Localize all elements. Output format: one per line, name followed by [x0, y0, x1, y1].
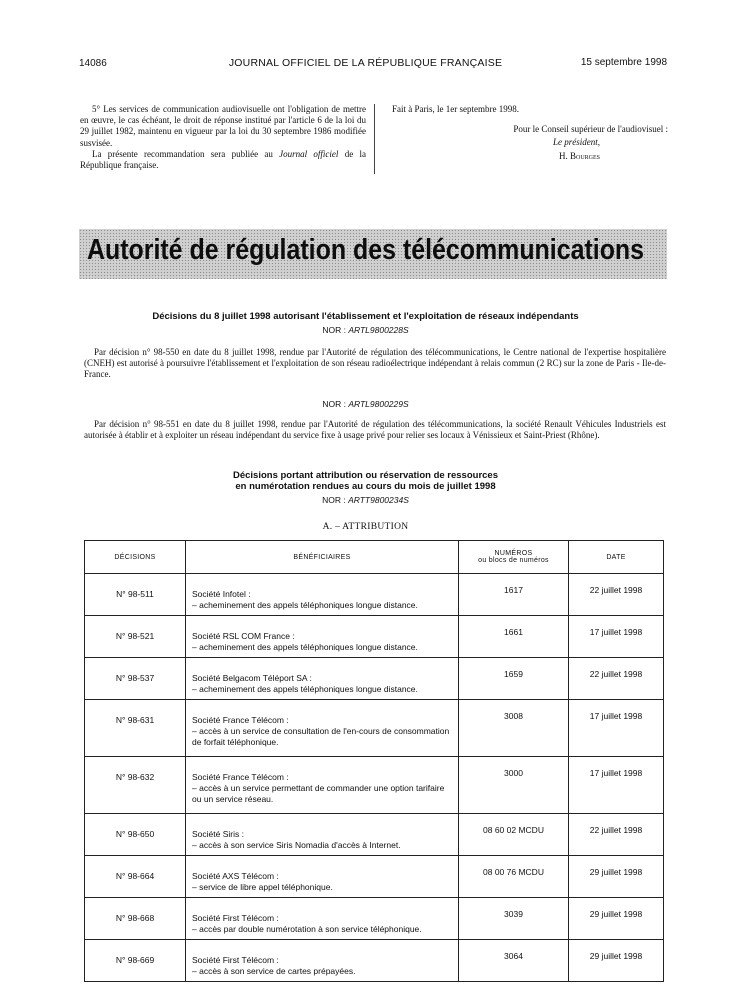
- beneficiary-cell: [186, 574, 459, 616]
- table-row: [85, 940, 664, 982]
- nor-code: ARTT9800234S: [348, 495, 409, 505]
- text: de la République française.: [80, 148, 366, 171]
- company-name: Société AXS Télécom :: [192, 871, 279, 881]
- journal-name: Journal officiel: [279, 148, 339, 159]
- table-row: [85, 898, 664, 940]
- page-number: 14086: [79, 58, 107, 69]
- company-name: Société Belgacom Téléport SA :: [192, 673, 312, 683]
- beneficiary-cell: [186, 856, 459, 898]
- signatory-name: H. Bourges: [558, 150, 600, 161]
- nor-label: NOR :: [322, 495, 349, 505]
- company-name: Société France Télécom :: [192, 715, 289, 725]
- beneficiary-cell: [186, 757, 459, 814]
- signatory-line: Pour le Conseil supérieur de l'audiovisuel :: [513, 123, 668, 134]
- attribution-table: [84, 540, 664, 982]
- service-description: – service de libre appel téléphonique.: [192, 882, 333, 892]
- beneficiary-cell: [186, 700, 459, 757]
- date-cell: 29 juillet 1998: [569, 898, 664, 940]
- col-header-beneficiaires: BÉNÉFICIAIRES: [186, 541, 459, 574]
- service-description: – acheminement des appels téléphoniques longue distance.: [192, 600, 418, 610]
- company-name: Société Infotel :: [192, 589, 251, 599]
- decision-cell: N° 98-632: [85, 757, 186, 814]
- number-cell: 1617: [459, 574, 569, 616]
- company-name: Société RSL COM France :: [192, 631, 295, 641]
- table-row: [85, 574, 664, 616]
- decision-cell: N° 98-669: [85, 940, 186, 982]
- service-description: – accès à un service permettant de commander une option tarifaire ou un service réseau.: [192, 783, 445, 804]
- service-description: – accès par double numérotation à son service téléphonique.: [192, 924, 422, 934]
- issue-date: 15 septembre 1998: [580, 57, 667, 68]
- date-cell: 22 juillet 1998: [569, 658, 664, 700]
- nor-reference: [0, 495, 731, 505]
- table-row: [85, 814, 664, 856]
- paragraph: 5° Les services de communication audiovisuelle ont l'obligation de mettre en œuvre, le cas échéant, le droit de réponse institué par l'article 6 de la loi du 29 juillet 1982, maintenu en vigueur par la loi du 30 septembre 1986 modifiée susvisée.: [80, 104, 366, 148]
- text: La présente recommandation sera publiée au: [92, 148, 280, 159]
- section-heading: en numérotation rendues au cours du mois de juillet 1998: [235, 481, 496, 492]
- signatory-role: Le président,: [553, 137, 600, 147]
- date-cell: 22 juillet 1998: [569, 574, 664, 616]
- number-cell: 3008: [459, 700, 569, 757]
- number-cell: 3000: [459, 757, 569, 814]
- service-description: – accès à son service de cartes prépayées.: [192, 966, 356, 976]
- nor-code: ARTL9800229S: [348, 399, 409, 409]
- decision-paragraph: Par décision n° 98-550 en date du 8 juillet 1998, rendue par l'Autorité de régulation des télécommunications, le Centre national de l'expertise hospitalière (CNEH) est autorisé à poursuivre l'établissement et l'exploitation de son réseau radioélectrique indépendant à relais commun (2 RC) sur la zone de Paris - Ile-de-France.: [84, 347, 666, 380]
- header-text: NUMÉROS: [494, 550, 533, 557]
- nor-label: NOR :: [322, 325, 349, 335]
- decision-cell: N° 98-650: [85, 814, 186, 856]
- service-description: – acheminement des appels téléphoniques longue distance.: [192, 684, 418, 694]
- date-cell: 17 juillet 1998: [569, 700, 664, 757]
- decision-cell: N° 98-537: [85, 658, 186, 700]
- table-row: [85, 616, 664, 658]
- date-cell: 22 juillet 1998: [569, 814, 664, 856]
- date-cell: 29 juillet 1998: [569, 856, 664, 898]
- decision-cell: N° 98-511: [85, 574, 186, 616]
- number-cell: 08 60 02 MCDU: [459, 814, 569, 856]
- decision-cell: N° 98-664: [85, 856, 186, 898]
- nor-reference: [0, 325, 731, 335]
- beneficiary-cell: [186, 814, 459, 856]
- beneficiary-cell: [186, 940, 459, 982]
- number-cell: 1661: [459, 616, 569, 658]
- banner-title: Autorité de régulation des télécommunications: [86, 234, 645, 266]
- beneficiary-cell: [186, 658, 459, 700]
- company-name: Société Siris :: [192, 829, 244, 839]
- number-cell: 1659: [459, 658, 569, 700]
- section-heading: Décisions portant attribution ou réservation de ressources: [232, 470, 498, 481]
- company-name: Société France Télécom :: [192, 772, 289, 782]
- company-name: Société First Télécom :: [192, 913, 279, 923]
- table-header-row: [85, 541, 664, 574]
- date-cell: 17 juillet 1998: [569, 616, 664, 658]
- paragraph: [80, 149, 366, 171]
- decision-paragraph: Par décision n° 98-551 en date du 8 juillet 1998, rendue par l'Autorité de régulation des télécommunications, la société Renault Véhicules Industriels est autorisée à établir et à exploiter un réseau indépendant du service fixe à usage privé pour relier ses locaux à Vénissieux et Saint-Priest (Rhône).: [84, 419, 666, 441]
- signature-block: [392, 104, 668, 170]
- decision-cell: N° 98-631: [85, 700, 186, 757]
- date-cell: 29 juillet 1998: [569, 940, 664, 982]
- section-heading: Décisions du 8 juillet 1998 autorisant l'établissement et l'exploitation de réseaux indépendants: [152, 311, 579, 322]
- service-description: – accès à un service de consultation de l'en-cours de consommation de forfait téléphonique.: [192, 726, 450, 747]
- beneficiary-cell: [186, 898, 459, 940]
- table-row: [85, 658, 664, 700]
- table-row: [85, 757, 664, 814]
- place-date: Fait à Paris, le 1er septembre 1998.: [392, 104, 519, 114]
- nor-code: ARTL9800228S: [348, 325, 409, 335]
- column-divider: [374, 104, 375, 174]
- recommendation-text: [80, 104, 366, 171]
- subsection-heading: A. – ATTRIBUTION: [322, 522, 409, 532]
- decision-cell: N° 98-521: [85, 616, 186, 658]
- nor-reference: [0, 399, 731, 409]
- table-row: [85, 700, 664, 757]
- decision-cell: N° 98-668: [85, 898, 186, 940]
- number-cell: 08 00 76 MCDU: [459, 856, 569, 898]
- number-cell: 3064: [459, 940, 569, 982]
- nor-label: NOR :: [322, 399, 349, 409]
- number-cell: 3039: [459, 898, 569, 940]
- table-row: [85, 856, 664, 898]
- col-header-date: DATE: [569, 541, 664, 574]
- service-description: – accès à son service Siris Nomadia d'accès à Internet.: [192, 840, 401, 850]
- journal-title: JOURNAL OFFICIEL DE LA RÉPUBLIQUE FRANÇAISE: [228, 57, 503, 69]
- date-cell: 17 juillet 1998: [569, 757, 664, 814]
- header-subtext: ou blocs de numéros: [478, 557, 549, 564]
- col-header-numeros: [459, 541, 569, 574]
- col-header-decisions: DÉCISIONS: [85, 541, 186, 574]
- service-description: – acheminement des appels téléphoniques longue distance.: [192, 642, 418, 652]
- beneficiary-cell: [186, 616, 459, 658]
- company-name: Société First Télécom :: [192, 955, 279, 965]
